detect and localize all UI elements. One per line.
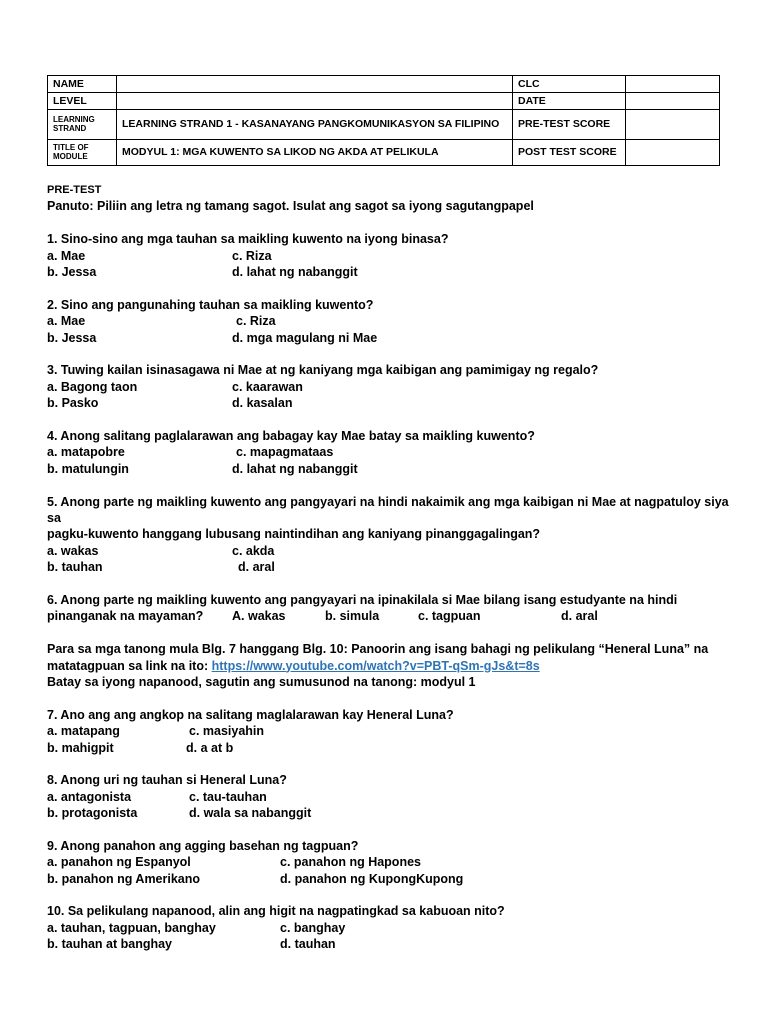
question-7 [47, 707, 737, 756]
choice-c: c. panahon ng Hapones [280, 855, 421, 870]
choice-b: b. Jessa [47, 330, 97, 345]
choice-b: b. protagonista [47, 806, 138, 821]
choice-c: c. banghay [280, 920, 346, 935]
section-instructions [47, 641, 737, 690]
question-text: 8. Anong uri ng tauhan si Heneral Luna? [47, 773, 287, 788]
choice-c: c. mapagmataas [236, 445, 334, 460]
choice-d: d. a at b [186, 740, 234, 755]
choice-b: b. tauhan at banghay [47, 937, 173, 952]
choice-b: b. simula [325, 609, 380, 624]
name-label: NAME [48, 76, 117, 93]
choice-c: c. akda [232, 543, 275, 558]
question-text: 2. Sino ang pangunahing tauhan sa maikling kuwento? [47, 297, 374, 312]
choice-b: b. Jessa [47, 265, 97, 279]
level-label: LEVEL [48, 93, 117, 110]
question-2 [47, 297, 737, 346]
choice-c: c. tau-tauhan [189, 789, 267, 804]
pretest-body [47, 182, 737, 953]
choice-b: b. matulungin [47, 461, 129, 476]
header-table [47, 75, 720, 166]
question-9 [47, 838, 737, 887]
clc-label: CLC [513, 76, 626, 93]
choice-c: c. kaarawan [232, 379, 303, 394]
module-title-value: MODYUL 1: MGA KUWENTO SA LIKOD NG AKDA AT PELIKULA [117, 140, 513, 166]
choice-d: d. lahat ng nabanggit [232, 265, 358, 279]
choice-a: A. wakas [232, 609, 286, 624]
question-4 [47, 428, 737, 477]
choice-c: c. masiyahin [189, 724, 265, 739]
question-6 [47, 592, 737, 625]
choice-d: d. panahon ng KupongKupong [280, 871, 464, 886]
choice-b: b. mahigpit [47, 740, 114, 755]
question-text: 7. Ano ang ang angkop na salitang maglalarawan kay Heneral Luna? [47, 707, 454, 722]
choice-d: d. mga magulang ni Mae [232, 330, 378, 345]
choice-d: d. tauhan [280, 937, 336, 952]
choice-b: b. Pasko [47, 396, 99, 411]
choice-b: b. tauhan [47, 560, 103, 575]
question-10 [47, 903, 737, 952]
choice-c: c. tagpuan [418, 609, 481, 624]
question-text: 6. Anong parte ng maikling kuwento ang pangyayari na ipinakilala si Mae bilang isang estudyante na hindi [47, 592, 678, 607]
question-text: 1. Sino-sino ang mga tauhan sa maikling kuwento na iyong binasa? [47, 232, 449, 247]
date-label: DATE [513, 93, 626, 110]
choice-a: a. matapobre [47, 445, 125, 460]
pre-test-score-label: PRE-TEST SCORE [513, 110, 626, 140]
learning-strand-value: LEARNING STRAND 1 - KASANAYANG PANGKOMUNIKASYON SA FILIPINO [117, 110, 513, 140]
post-test-score-label: POST TEST SCORE [513, 140, 626, 166]
youtube-link[interactable]: https://www.youtube.com/watch?v=PBT-qSm-gJs&t=8s [211, 658, 540, 673]
choice-a: a. matapang [47, 724, 120, 739]
choice-d: d. aral [561, 609, 598, 624]
question-5 [47, 494, 737, 576]
section-line-2 [47, 658, 737, 674]
question-text: 5. Anong parte ng maikling kuwento ang pangyayari na hindi nakaimik ang mga kaibigan ni Mae at nagpatuloy siya sa [47, 494, 729, 525]
question-1 [47, 231, 737, 280]
choice-a: a. tauhan, tagpuan, banghay [47, 920, 216, 935]
choice-d: d. lahat ng nabanggit [232, 461, 358, 476]
choice-a: a. Mae [47, 314, 86, 329]
choice-a: a. wakas [47, 543, 99, 558]
question-8 [47, 772, 737, 821]
choice-c: c. Riza [236, 314, 276, 329]
choice-b: b. panahon ng Amerikano [47, 871, 201, 886]
section-line-1: Para sa mga tanong mula Blg. 7 hanggang Blg. 10: Panoorin ang isang bahagi ng pelikulang “Heneral Luna” na [47, 642, 709, 657]
level-field[interactable] [117, 93, 513, 110]
choice-c: c. Riza [232, 248, 272, 263]
name-field[interactable] [117, 76, 513, 93]
choice-d: d. kasalan [232, 396, 293, 411]
pretest-title: PRE-TEST [47, 184, 102, 196]
section-line-3: Batay sa iyong napanood, sagutin ang sumusunod na tanong: modyul 1 [47, 674, 476, 689]
pre-test-score-field[interactable] [626, 110, 720, 140]
post-test-score-field[interactable] [626, 140, 720, 166]
section-line-2-prefix: matatagpuan sa link na ito: [47, 658, 212, 673]
question-text: 10. Sa pelikulang napanood, alin ang higit na nagpatingkad sa kabuoan nito? [47, 904, 505, 919]
learning-strand-label: LEARNING STRAND [48, 110, 117, 140]
choice-d: d. aral [238, 560, 275, 575]
question-text: 4. Anong salitang paglalarawan ang babagay kay Mae batay sa maikling kuwento? [47, 428, 535, 443]
question-3 [47, 362, 737, 411]
choice-a: a. Bagong taon [47, 379, 138, 394]
choice-a: a. panahon ng Espanyol [47, 855, 191, 870]
choice-a: a. Mae [47, 248, 86, 263]
choice-a: a. antagonista [47, 789, 132, 804]
question-text-continued: pagku-kuwento hanggang lubusang naintindihan ang kaniyang pinanggagalingan? [47, 527, 541, 542]
choice-d: d. wala sa nabanggit [189, 806, 312, 821]
clc-field[interactable] [626, 76, 720, 93]
date-field[interactable] [626, 93, 720, 110]
module-title-label: TITLE OF MODULE [48, 140, 117, 166]
question-text: 3. Tuwing kailan isinasagawa ni Mae at ng kaniyang mga kaibigan ang pamimigay ng regalo? [47, 363, 599, 378]
question-text-continued: pinanganak na mayaman? [47, 609, 204, 624]
pretest-instructions: Panuto: Piliin ang letra ng tamang sagot. Isulat ang sagot sa iyong sagutangpapel [47, 199, 534, 214]
question-text: 9. Anong panahon ang agging basehan ng tagpuan? [47, 838, 359, 853]
